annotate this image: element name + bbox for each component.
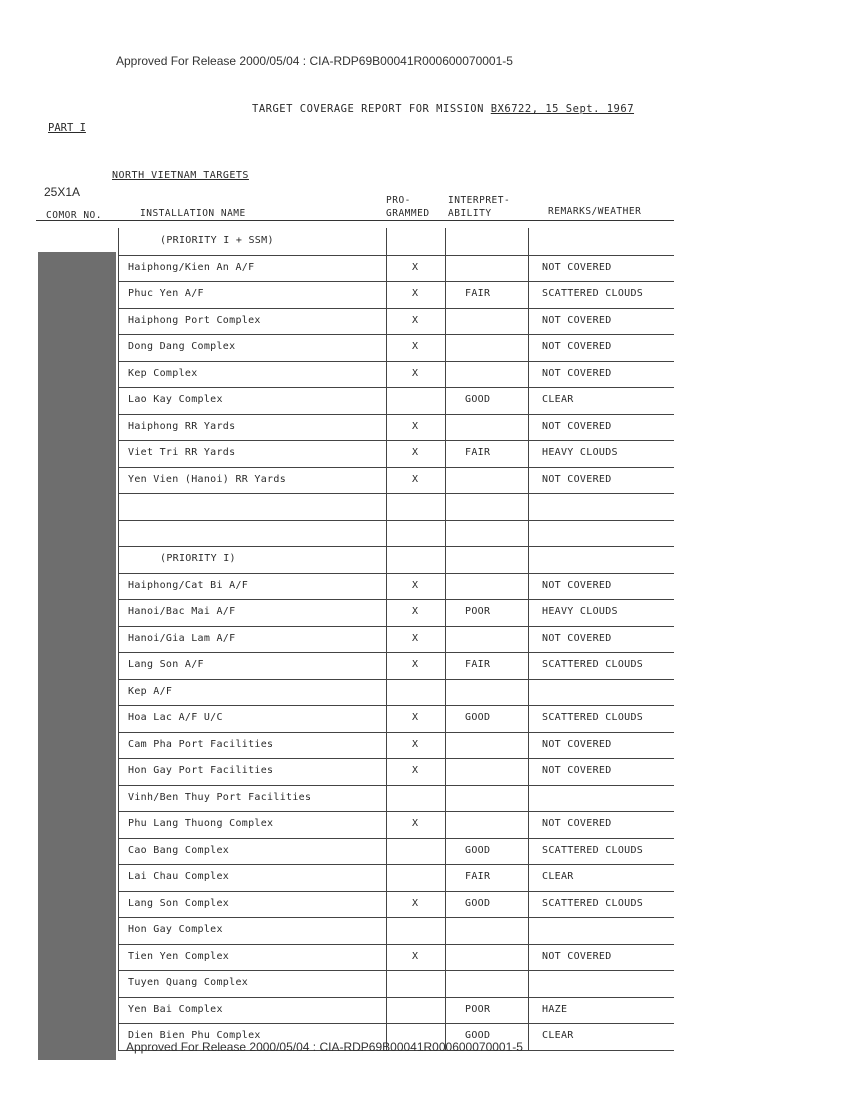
installation-name: Yen Bai Complex <box>128 1003 223 1015</box>
remarks-weather: NOT COVERED <box>542 341 612 352</box>
header-rule <box>36 220 674 221</box>
row-rule <box>118 361 674 362</box>
programmed-mark: X <box>412 818 419 829</box>
installation-name: Cao Bang Complex <box>128 844 230 856</box>
remarks-weather: NOT COVERED <box>542 632 612 644</box>
remarks-weather: NOT COVERED <box>542 314 612 326</box>
programmed-mark: X <box>412 606 419 617</box>
interpretability-value: GOOD <box>465 712 491 723</box>
part-label: PART I <box>48 122 86 134</box>
installation-name: Phuc Yen A/F <box>128 288 204 299</box>
interpretability-value: POOR <box>465 606 491 617</box>
row-rule <box>118 440 674 441</box>
installation-name: Lang Son A/F <box>128 659 204 670</box>
interpretability-value: GOOD <box>465 1030 491 1041</box>
row-rule <box>118 626 674 627</box>
row-rule <box>118 811 674 812</box>
installation-name: Yen Vien (Hanoi) RR Yards <box>128 473 287 485</box>
interpretability-value: FAIR <box>465 871 491 882</box>
installation-name: Dien Bien Phu Complex <box>128 1030 261 1041</box>
installation-name: (PRIORITY I + SSM) <box>160 235 274 246</box>
interpretability-value: GOOD <box>465 844 491 856</box>
row-rule <box>118 917 674 918</box>
installation-name: Haiphong Port Complex <box>128 314 261 326</box>
remarks-weather: NOT COVERED <box>542 473 612 485</box>
installation-name: Hanoi/Bac Mai A/F <box>128 606 236 617</box>
row-rule <box>118 705 674 706</box>
programmed-mark: X <box>412 314 419 326</box>
programmed-mark: X <box>412 897 419 909</box>
col-header-comor: COMOR NO. <box>46 210 102 221</box>
installation-name: Hoa Lac A/F U/C <box>128 712 223 723</box>
remarks-weather: NOT COVERED <box>542 765 612 776</box>
row-rule <box>118 520 674 521</box>
row-rule <box>118 944 674 945</box>
row-rule <box>118 599 674 600</box>
report-title <box>252 103 634 115</box>
installation-name: Hanoi/Gia Lam A/F <box>128 632 236 644</box>
col-line-programmed <box>386 228 387 1050</box>
row-rule <box>118 652 674 653</box>
interpretability-value: FAIR <box>465 447 491 458</box>
remarks-weather: SCATTERED CLOUDS <box>542 712 644 723</box>
remarks-weather: HEAVY CLOUDS <box>542 606 618 617</box>
row-rule <box>118 679 674 680</box>
col-header-interpret-2: ABILITY <box>448 208 492 219</box>
release-stamp-top: Approved For Release 2000/05/04 : CIA-RDP69B00041R000600070001-5 <box>116 54 513 68</box>
row-rule <box>118 493 674 494</box>
installation-name: Lao Kay Complex <box>128 394 223 405</box>
col-line-remarks <box>528 228 529 1050</box>
installation-name: Hon Gay Complex <box>128 924 223 935</box>
row-rule <box>118 970 674 971</box>
section-title: NORTH VIETNAM TARGETS <box>112 170 249 181</box>
installation-name: Cam Pha Port Facilities <box>128 738 274 750</box>
remarks-weather: NOT COVERED <box>542 738 612 750</box>
remarks-weather: SCATTERED CLOUDS <box>542 288 644 299</box>
interpretability-value: GOOD <box>465 897 491 909</box>
installation-name: Tien Yen Complex <box>128 950 230 962</box>
installation-name: Haiphong/Kien An A/F <box>128 261 255 273</box>
programmed-mark: X <box>412 288 419 299</box>
row-rule <box>118 758 674 759</box>
programmed-mark: X <box>412 579 419 591</box>
row-rule <box>118 546 674 547</box>
row-rule <box>118 308 674 309</box>
programmed-mark: X <box>412 367 419 379</box>
remarks-weather: CLEAR <box>542 871 574 882</box>
title-prefix: TARGET COVERAGE REPORT FOR MISSION <box>252 103 484 115</box>
row-rule <box>118 732 674 733</box>
remarks-weather: HAZE <box>542 1003 568 1015</box>
interpretability-value: POOR <box>465 1003 491 1015</box>
remarks-weather: CLEAR <box>542 394 574 405</box>
col-header-installation: INSTALLATION NAME <box>140 208 246 219</box>
remarks-weather: SCATTERED CLOUDS <box>542 659 644 670</box>
col-header-interpretability <box>448 194 510 220</box>
installation-name: Lai Chau Complex <box>128 871 230 882</box>
installation-name: (PRIORITY I) <box>160 553 236 564</box>
programmed-mark: X <box>412 447 419 458</box>
programmed-mark: X <box>412 632 419 644</box>
row-rule <box>118 387 674 388</box>
installation-name: Vinh/Ben Thuy Port Facilities <box>128 791 312 803</box>
row-rule <box>118 997 674 998</box>
row-rule <box>118 414 674 415</box>
installation-name: Haiphong/Cat Bi A/F <box>128 579 249 591</box>
remarks-weather: NOT COVERED <box>542 261 612 273</box>
programmed-mark: X <box>412 765 419 776</box>
installation-name: Viet Tri RR Yards <box>128 447 236 458</box>
col-line-name <box>118 228 119 1050</box>
row-rule <box>118 785 674 786</box>
installation-name: Hon Gay Port Facilities <box>128 765 274 776</box>
remarks-weather: NOT COVERED <box>542 818 612 829</box>
programmed-mark: X <box>412 261 419 273</box>
row-rule <box>118 1023 674 1024</box>
remarks-weather: NOT COVERED <box>542 420 612 432</box>
remarks-weather: SCATTERED CLOUDS <box>542 897 644 909</box>
col-header-interpret-1: INTERPRET- <box>448 195 511 206</box>
programmed-mark: X <box>412 341 419 352</box>
interpretability-value: FAIR <box>465 288 491 299</box>
mission-id: BX6722, 15 Sept. 1967 <box>490 103 635 115</box>
row-rule <box>118 281 674 282</box>
row-rule <box>118 573 674 574</box>
row-rule <box>118 334 674 335</box>
remarks-weather: HEAVY CLOUDS <box>542 447 618 458</box>
row-rule <box>118 891 674 892</box>
installation-name: Tuyen Quang Complex <box>128 977 249 988</box>
row-rule <box>118 255 674 256</box>
installation-name: Lang Son Complex <box>128 897 230 909</box>
remarks-weather: NOT COVERED <box>542 950 612 962</box>
programmed-mark: X <box>412 420 419 432</box>
interpretability-value: GOOD <box>465 394 491 405</box>
col-header-programmed <box>386 194 430 220</box>
remarks-weather: CLEAR <box>542 1030 574 1041</box>
release-stamp-bottom: Approved For Release 2000/05/04 : CIA-RDP69B00041R000600070001-5 <box>126 1040 523 1054</box>
installation-name: Dong Dang Complex <box>128 341 236 352</box>
classification-tag: 25X1A <box>44 185 81 199</box>
row-rule <box>118 864 674 865</box>
col-header-programmed-2: GRAMMED <box>386 208 430 219</box>
remarks-weather: NOT COVERED <box>542 579 612 591</box>
programmed-mark: X <box>412 473 419 485</box>
remarks-weather: NOT COVERED <box>542 367 612 379</box>
installation-name: Kep Complex <box>128 367 198 379</box>
interpretability-value: FAIR <box>465 659 491 670</box>
installation-name: Kep A/F <box>128 685 173 697</box>
installation-name: Phu Lang Thuong Complex <box>128 818 274 829</box>
installation-name: Haiphong RR Yards <box>128 420 236 432</box>
remarks-weather: SCATTERED CLOUDS <box>542 844 644 856</box>
row-rule <box>118 467 674 468</box>
redaction-block <box>38 252 116 1060</box>
programmed-mark: X <box>412 950 419 962</box>
programmed-mark: X <box>412 712 419 723</box>
programmed-mark: X <box>412 738 419 750</box>
col-line-interpretability <box>445 228 446 1050</box>
col-header-remarks: REMARKS/WEATHER <box>548 206 642 217</box>
programmed-mark: X <box>412 659 419 670</box>
col-header-programmed-1: PRO- <box>386 195 411 206</box>
row-rule <box>118 838 674 839</box>
